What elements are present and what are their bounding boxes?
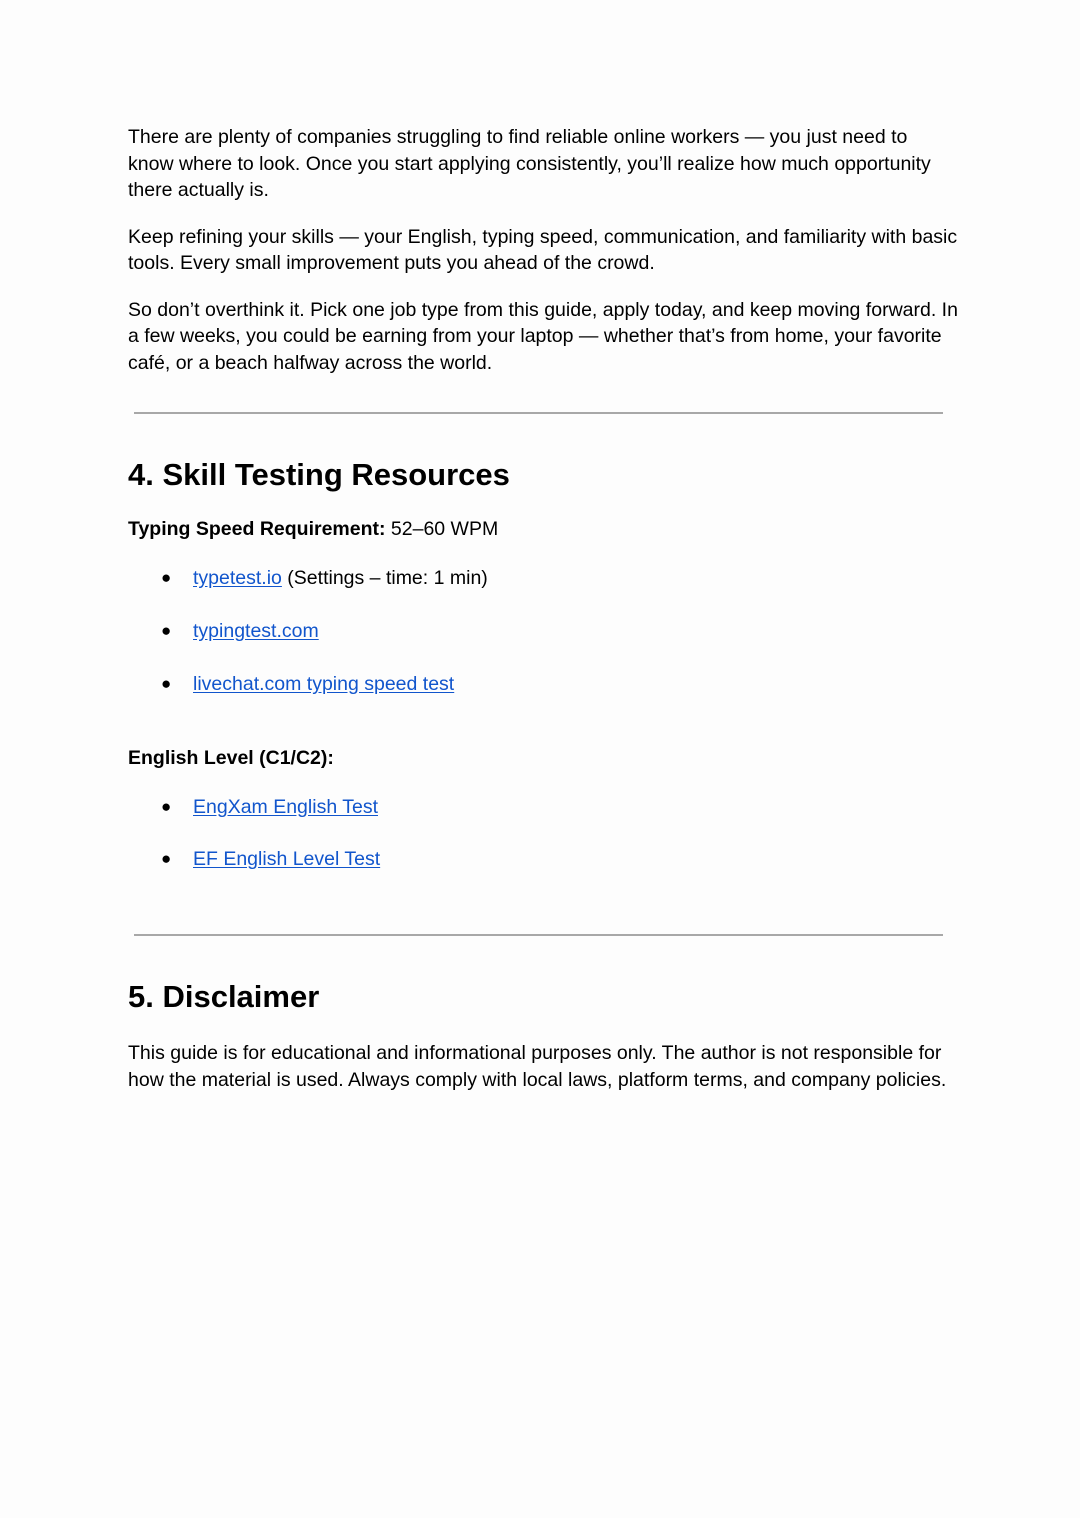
list-item bbox=[128, 794, 958, 820]
list-item bbox=[128, 618, 958, 644]
section-divider bbox=[134, 934, 943, 936]
bullet-icon: ● bbox=[161, 568, 172, 587]
section-5-heading: 5. Disclaimer bbox=[128, 979, 320, 1014]
bullet-icon: ● bbox=[161, 674, 172, 693]
english-level-label-text: English Level (C1/C2): bbox=[128, 747, 334, 769]
section-4-heading: 4. Skill Testing Resources bbox=[128, 457, 510, 492]
typing-requirement-label: Typing Speed Requirement: bbox=[128, 518, 386, 540]
bullet-icon: ● bbox=[161, 621, 172, 640]
intro-paragraph-3: So don’t overthink it. Pick one job type from this guide, apply today, and keep moving forward. In a few weeks, you could be earning from your laptop — whether that’s from home, your favorite café, or a beach halfway across the world. bbox=[128, 298, 958, 374]
document-page bbox=[128, 124, 958, 1113]
disclaimer-paragraph: This guide is for educational and informational purposes only. The author is not responsible for how the material is used. Always comply with local laws, platform terms, and company policies. bbox=[128, 1042, 947, 1091]
intro-paragraph-2: Keep refining your skills — your English, typing speed, communication, and familiarity with basic tools. Every small improvement puts you ahead of the crowd. bbox=[128, 225, 958, 274]
typetest-note: (Settings – time: 1 min) bbox=[281, 567, 488, 589]
engxam-test-link[interactable]: EngXam English Test bbox=[193, 796, 378, 818]
livechat-typing-test-link[interactable]: livechat.com typing speed test bbox=[193, 673, 455, 695]
typing-requirement-value: 52–60 WPM bbox=[385, 518, 499, 540]
typing-requirement bbox=[128, 516, 958, 542]
english-level-label bbox=[128, 745, 958, 771]
bullet-icon: ● bbox=[161, 797, 172, 816]
section-divider bbox=[134, 412, 943, 414]
typing-test-links bbox=[128, 565, 958, 697]
typingtest-link[interactable]: typingtest.com bbox=[193, 620, 319, 642]
ef-test-link[interactable]: EF English Level Test bbox=[193, 848, 381, 870]
list-item bbox=[128, 846, 958, 872]
english-test-links bbox=[128, 794, 958, 872]
intro-paragraph-1: There are plenty of companies struggling to find reliable online workers — you just need to know where to look. Once you start applying consistently, you’ll realize how much opportunity there actually is. bbox=[128, 126, 931, 201]
list-item bbox=[128, 565, 958, 591]
list-item bbox=[128, 671, 958, 697]
bullet-icon: ● bbox=[161, 849, 172, 868]
typetest-link[interactable]: typetest.io bbox=[193, 567, 282, 589]
